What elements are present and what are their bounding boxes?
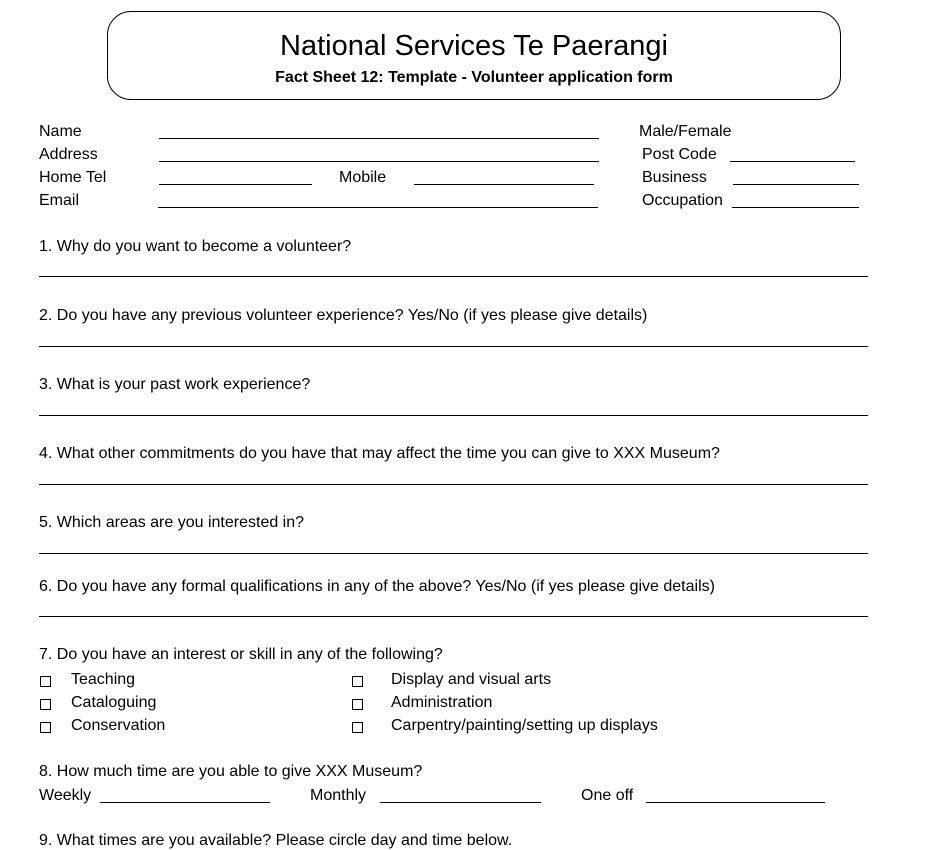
occupation-field[interactable] [732,207,859,208]
one-off-label: One off [581,787,634,804]
answer-line-1[interactable] [39,276,868,277]
question-4: 4. What other commitments do you have that may affect the time you can give to XXX Museum? [39,445,720,462]
page-title: National Services Te Paerangi [280,30,668,62]
question-3: 3. What is your past work experience? [39,376,311,393]
question-5: 5. Which areas are you interested in? [39,514,305,531]
display-arts-checkbox[interactable] [352,676,363,687]
home-tel-field[interactable] [159,184,312,185]
gender-label: Male/Female [639,123,732,140]
form-header [107,11,841,100]
email-field[interactable] [158,207,598,208]
business-label: Business [642,169,707,186]
weekly-field[interactable] [100,802,270,803]
email-label: Email [39,192,80,209]
address-field[interactable] [159,161,599,162]
answer-line-4[interactable] [39,484,868,485]
mobile-field[interactable] [414,184,594,185]
cataloguing-label: Cataloguing [71,694,157,711]
question-8: 8. How much time are you able to give XXX Museum? [39,763,423,780]
display-arts-label: Display and visual arts [391,671,552,688]
conservation-checkbox[interactable] [40,722,51,733]
answer-line-5[interactable] [39,553,868,554]
home-tel-label: Home Tel [39,169,107,186]
carpentry-label: Carpentry/painting/setting up displays [391,717,658,734]
question-2: 2. Do you have any previous volunteer experience? Yes/No (if yes please give details) [39,307,648,324]
occupation-label: Occupation [642,192,723,209]
question-1: 1. Why do you want to become a volunteer? [39,238,352,255]
name-label: Name [39,123,82,140]
conservation-label: Conservation [71,717,166,734]
business-field[interactable] [733,184,859,185]
question-7: 7. Do you have an interest or skill in any of the following? [39,646,443,663]
monthly-field[interactable] [380,802,541,803]
answer-line-2[interactable] [39,346,868,347]
carpentry-checkbox[interactable] [352,722,363,733]
one-off-field[interactable] [646,802,825,803]
post-code-label: Post Code [642,146,717,163]
question-9: 9. What times are you available? Please circle day and time below. [39,832,513,849]
answer-line-3[interactable] [39,415,868,416]
answer-line-6[interactable] [39,616,868,617]
name-field[interactable] [159,138,599,139]
post-code-field[interactable] [730,161,855,162]
administration-label: Administration [391,694,493,711]
weekly-label: Weekly [39,787,92,804]
administration-checkbox[interactable] [352,699,363,710]
cataloguing-checkbox[interactable] [40,699,51,710]
question-6: 6. Do you have any formal qualifications in any of the above? Yes/No (if yes please give details) [39,578,715,595]
page-subtitle: Fact Sheet 12: Template - Volunteer application form [275,69,673,86]
teaching-label: Teaching [71,671,136,688]
teaching-checkbox[interactable] [40,676,51,687]
mobile-label: Mobile [339,169,387,186]
monthly-label: Monthly [310,787,367,804]
address-label: Address [39,146,98,163]
